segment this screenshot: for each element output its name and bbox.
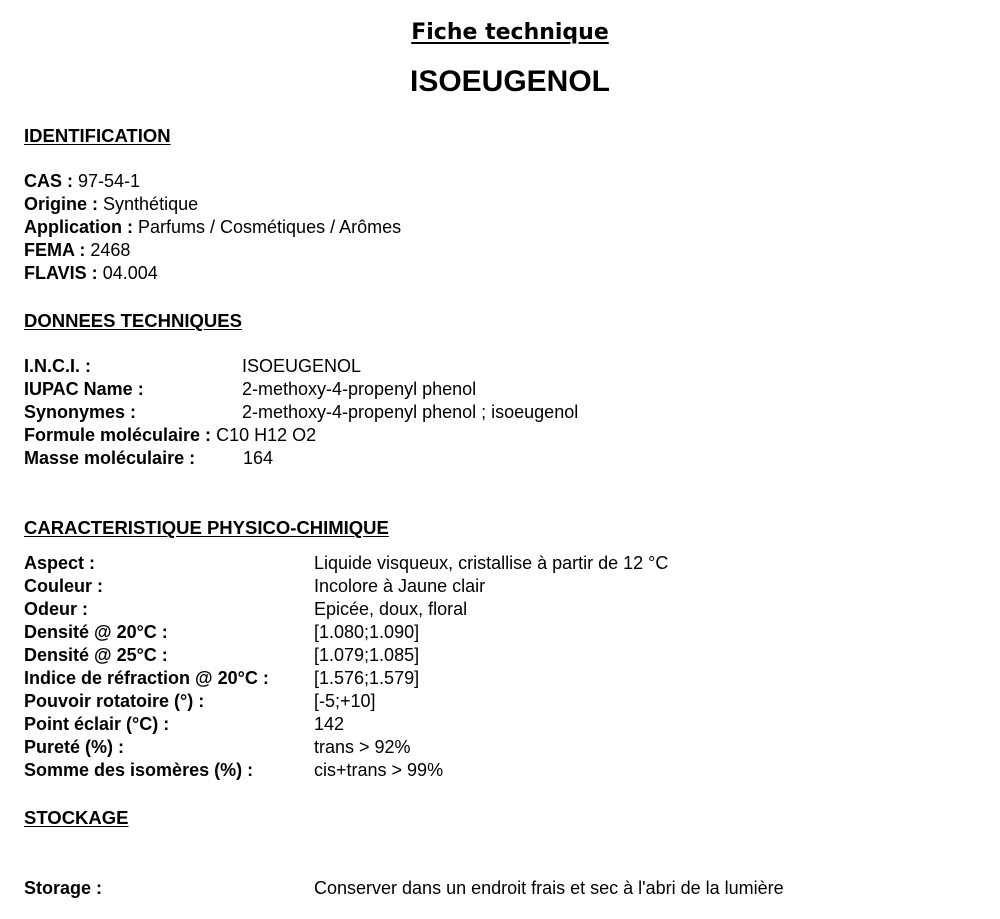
- section-heading-stockage: STOCKAGE: [24, 807, 129, 828]
- field-value: Incolore à Jaune clair: [314, 576, 486, 596]
- field-label: FEMA :: [24, 240, 86, 260]
- field-label: Point éclair (°C) :: [24, 714, 170, 734]
- section-heading-physico-chimique: CARACTERISTIQUE PHYSICO-CHIMIQUE: [24, 517, 389, 538]
- field-value: trans > 92%: [314, 737, 411, 757]
- document-title: ISOEUGENOL: [409, 65, 611, 98]
- field-value: Parfums / Cosmétiques / Arômes: [138, 217, 402, 237]
- field-value: Liquide visqueux, cristallise à partir de 12 °C: [314, 553, 669, 573]
- field-application: [24, 216, 401, 239]
- field-label: Pureté (%) :: [24, 737, 125, 757]
- field-label: CAS :: [24, 171, 73, 191]
- field-value: 2-methoxy-4-propenyl phenol: [242, 379, 477, 399]
- field-label: Formule moléculaire :: [24, 425, 212, 445]
- field-label: Application :: [24, 217, 133, 237]
- field-origine: [24, 193, 198, 216]
- field-cas: [24, 170, 140, 193]
- section-heading-identification: IDENTIFICATION: [24, 125, 171, 146]
- field-value: 2468: [90, 240, 131, 260]
- section-heading-technical: DONNEES TECHNIQUES: [24, 310, 242, 331]
- field-value: 04.004: [102, 263, 158, 283]
- field-label: Aspect :: [24, 553, 96, 573]
- field-value: 164: [243, 448, 274, 468]
- field-value: Conserver dans un endroit frais et sec à l'abri de la lumière: [314, 878, 784, 898]
- field-label: Pouvoir rotatoire (°) :: [24, 691, 205, 711]
- field-value: [-5;+10]: [314, 691, 376, 711]
- field-label: FLAVIS :: [24, 263, 98, 283]
- field-label: I.N.C.I. :: [24, 356, 91, 376]
- field-value: Synthétique: [103, 194, 199, 214]
- field-value: Epicée, doux, floral: [314, 599, 468, 619]
- field-label: Densité @ 20°C :: [24, 622, 168, 642]
- field-value: ISOEUGENOL: [242, 356, 362, 376]
- field-label: Couleur :: [24, 576, 103, 596]
- field-value: [1.079;1.085]: [314, 645, 420, 665]
- field-label: Somme des isomères (%) :: [24, 760, 254, 780]
- field-label: Masse moléculaire :: [24, 448, 196, 468]
- field-value: 97-54-1: [78, 171, 141, 191]
- field-label: Origine :: [24, 194, 99, 214]
- field-fema: [24, 239, 130, 262]
- document-subtitle: Fiche technique: [411, 20, 609, 45]
- document-header: [0, 18, 1000, 102]
- field-value: 2-methoxy-4-propenyl phenol ; isoeugenol: [242, 402, 579, 422]
- field-formule-moleculaire: [24, 424, 316, 447]
- field-flavis: [24, 262, 158, 285]
- field-label: Odeur :: [24, 599, 89, 619]
- field-value: [1.576;1.579]: [314, 668, 420, 688]
- field-value: 142: [314, 714, 345, 734]
- field-label: Indice de réfraction @ 20°C :: [24, 668, 269, 688]
- field-label: Synonymes :: [24, 402, 137, 422]
- field-label: Densité @ 25°C :: [24, 645, 168, 665]
- field-label: Storage :: [24, 878, 103, 898]
- field-value: C10 H12 O2: [216, 425, 317, 445]
- field-value: [1.080;1.090]: [314, 622, 420, 642]
- field-value: cis+trans > 99%: [314, 760, 444, 780]
- field-label: IUPAC Name :: [24, 379, 144, 399]
